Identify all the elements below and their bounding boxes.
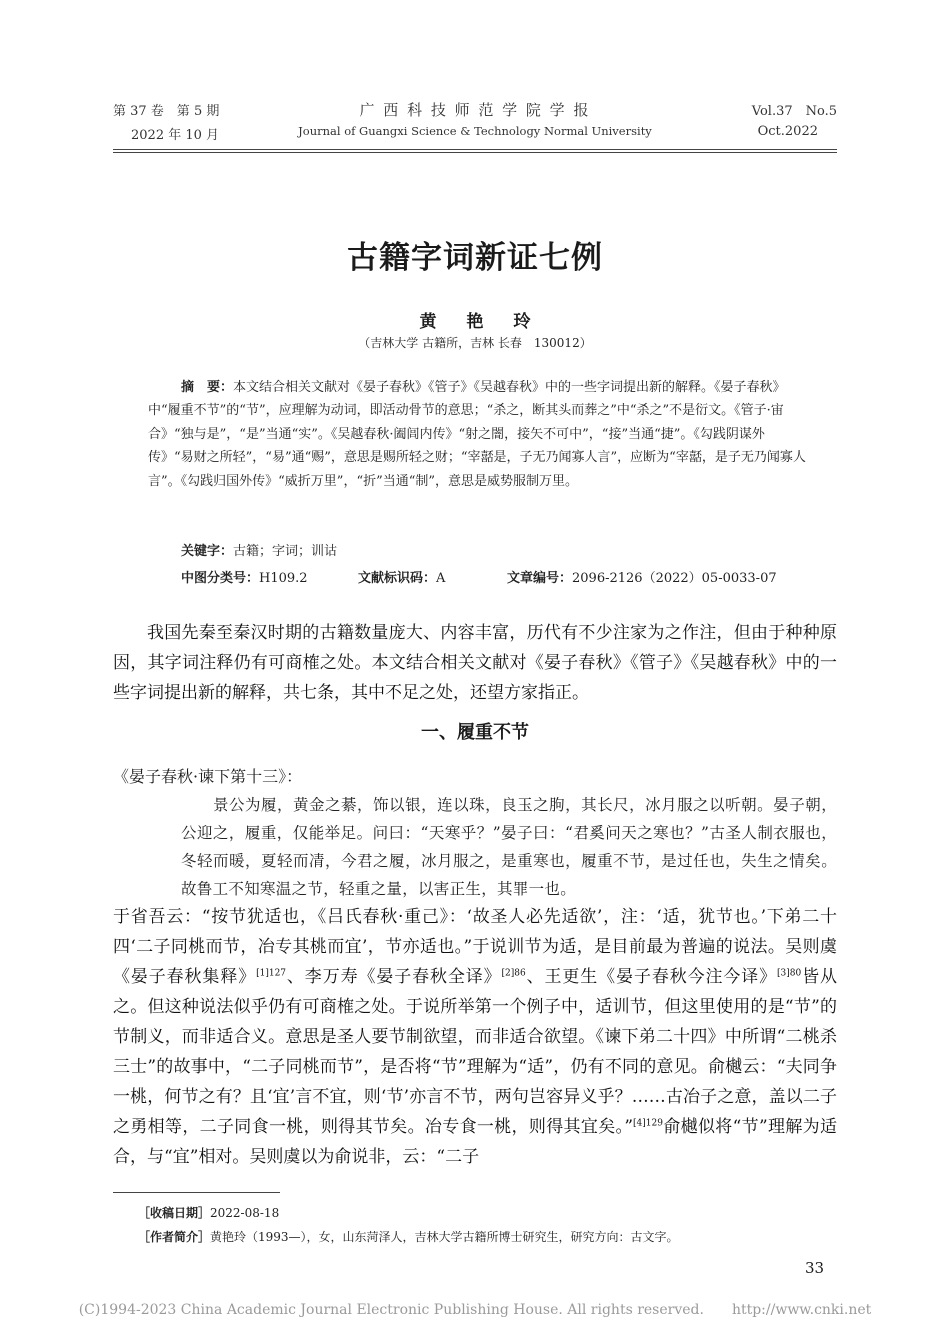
header-rule-2: [113, 152, 837, 153]
ref-1: [1]127: [256, 968, 287, 979]
header-rule: [113, 149, 837, 150]
received-label: ［收稿日期］: [138, 1206, 211, 1220]
journal-volume-issue: 第 37 卷 第 5 期: [113, 104, 220, 119]
keywords-text: 古籍；字词；训诂: [233, 544, 338, 559]
journal-date-en: Oct.2022: [757, 124, 818, 139]
intro-paragraph: 我国先秦至秦汉时期的古籍数量庞大、内容丰富，历代有不少注家为之作注，但由于种种原因，其字词注释仍有可商榷之处。本文结合相关文献对《晏子春秋》《管子》《吴越春秋》中的一些字词提出新的解释，共七条，其中不足之处，还望方家指正。: [113, 623, 837, 703]
author-name: 黄艳玲: [419, 312, 561, 332]
body-text-5: 俞樾似将“节”理解为适合，与“宜”相对。吴则虞以为俞说非，云：“二子: [113, 1117, 837, 1167]
article-no: 2096-2126（2022）05-0033-07: [572, 571, 777, 586]
body-text-4: 皆从之。但这种说法似乎仍有可商榷之处。于说所举第一个例子中，适训节，但这里使用的是“节”的节制义，而非适合义。意思是圣人要节制欲望，而非适合欲望。《谏下弟二十四》中所谓“二桃杀三士”的故事中，“二子同桃而节”，是否将“节”理解为“适”，仍有不同的意见。俞樾云：“夫同争一桃，何节之有？且‘宜’言不宜，则‘节’亦言不节，两句岂容异义乎？……古冶子之意，盖以二子之勇相等，二子同食一桃，则得其节矣。冶专食一桃，则得其宜矣。”: [113, 967, 838, 1137]
quote-citation: 《晏子春秋·谏下第十三》：: [113, 767, 303, 786]
doc-code: A: [436, 571, 446, 586]
article-title: 古籍字词新证七例: [347, 240, 603, 276]
page-number: 33: [805, 1259, 825, 1277]
body-text-1: 于省吾云：“按节犹适也，《吕氏春秋·重己》：‘故圣人必先适欲’，注：‘适，犹节也。’下弟二十四‘二子同桃而节，冶专其桃而宜’，节亦适也。”于说训节为适，是目前最为普遍的说法。吴则虞《晏子春秋集释》: [113, 907, 837, 987]
body-text-2: 、李万寿《晏子春秋全译》: [286, 967, 502, 987]
section-heading: 一、履重不节: [421, 722, 529, 743]
ref-2: [2]86: [501, 968, 526, 979]
body-paragraph: [113, 902, 837, 1172]
author-affiliation: （吉林大学 古籍所，吉林 长春 130012）: [358, 336, 592, 350]
ref-3: [3]80: [777, 968, 802, 979]
journal-title-cn: 广 西 科 技 师 范 学 院 学 报: [359, 101, 591, 119]
ref-4: [4]129: [633, 1118, 663, 1129]
footnote-received: [138, 1204, 279, 1221]
block-quote: 景公为履，黄金之綦，饰以银，连以珠，良玉之朐，其长尺，冰月服之以听朝。晏子朝，公迎之，履重，仅能举足。问曰：“天寒乎？”晏子曰：“君奚问天之寒也？”古圣人制衣服也，冬轻而暖，夏轻而凊，今君之履，冰月服之，是重寒也，履重不节，是过任也，失生之情矣。故鲁工不知寒温之节，轻重之量，以害正生，其罪一也。: [181, 796, 837, 898]
clc-label: 中图分类号：: [181, 571, 260, 586]
body-text-3: 、王更生《晏子春秋今注今译》: [525, 967, 778, 987]
journal-vol-en: Vol.37 No.5: [751, 104, 837, 119]
journal-title-en: Journal of Guangxi Science & Technology Normal University: [298, 124, 652, 138]
author-bio-label: ［作者简介］: [138, 1230, 211, 1244]
footnote-rule: [113, 1192, 280, 1193]
abstract-text: 本文结合相关文献对《晏子春秋》《管子》《吴越春秋》中的一些字词提出新的解释。《晏子春秋》中“履重不节”的“节”，应理解为动词，即活动骨节的意思；“杀之，断其头而葬之”中“杀之”不是衍文。《管子·宙合》“独与是”，“是”当通“实”。《吴越春秋·阖闾内传》“射之闇，接矢不可中”，“接”当通“捷”。《勾践阴谋外传》“易财之所轻”，“易”通“赐”，意思是赐所轻之财；“宰嚭是，子无乃闻寡人言”，应断为“宰嚭，是子无乃闻寡人言”。《勾践归国外传》“威折万里”，“折”当通“制”，意思是威势服制万里。: [148, 380, 806, 489]
journal-date: 2022 年 10 月: [131, 128, 220, 143]
keywords-label: 关键字：: [181, 544, 234, 559]
author-bio: 黄艳玲（1993—），女，山东菏泽人，吉林大学古籍所博士研究生，研究方向：古文字。: [210, 1230, 679, 1244]
article-no-label: 文章编号：: [507, 571, 573, 586]
received-date: 2022-08-18: [210, 1206, 280, 1220]
copyright-footer: (C)1994-2023 China Academic Journal Electronic Publishing House. All rights reserved. http://www.cnki.net: [78, 1302, 872, 1318]
doc-code-label: 文献标识码：: [358, 571, 437, 586]
footnote-author: [138, 1228, 679, 1245]
clc-code: H109.2: [259, 571, 308, 586]
keywords: [181, 540, 337, 559]
abstract: [148, 376, 808, 493]
abstract-label: 摘 要：: [181, 380, 234, 395]
